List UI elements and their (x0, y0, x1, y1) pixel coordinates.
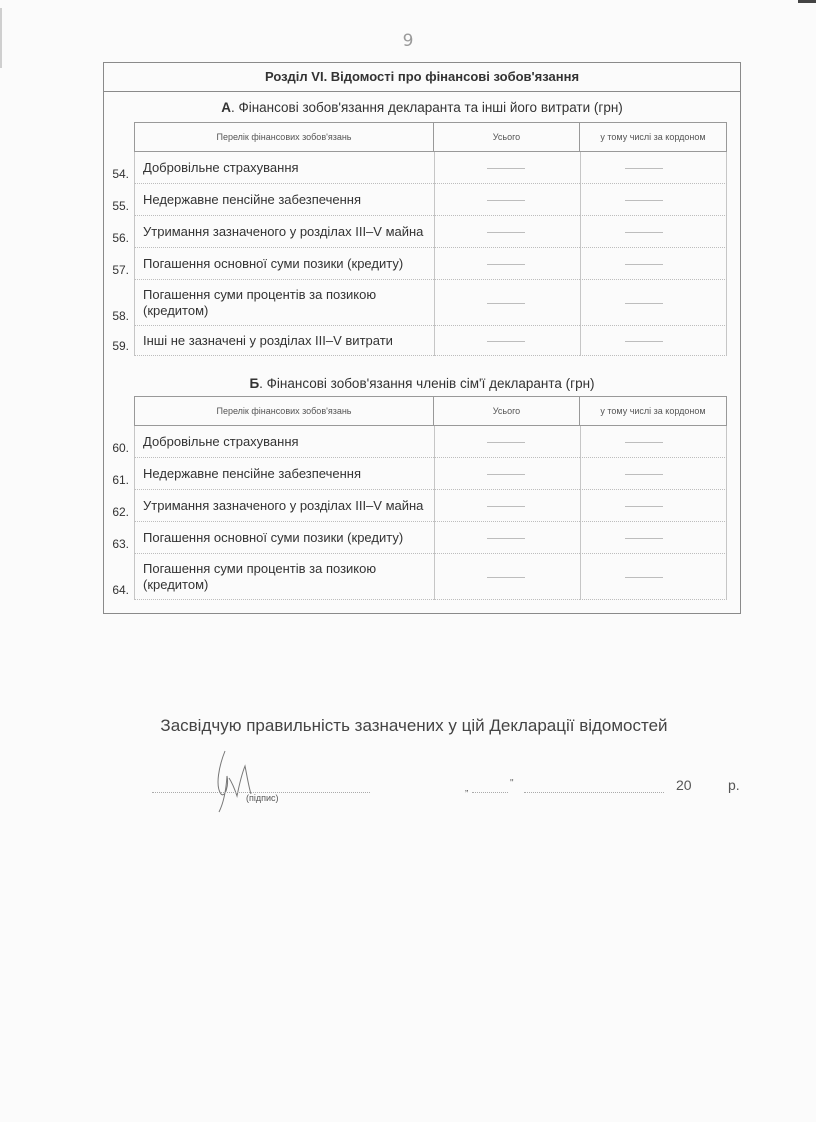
dash-mark (625, 506, 663, 507)
table-row (104, 458, 727, 490)
dash-mark (487, 538, 525, 539)
row-label: Погашення основної суми позики (кредиту) (134, 248, 434, 280)
dash-mark (625, 303, 663, 304)
row-number: 60. (112, 441, 129, 455)
dash-mark (487, 264, 525, 265)
abroad-cell (580, 554, 727, 600)
total-cell (434, 458, 580, 490)
part-b-letter: Б (249, 376, 260, 391)
total-cell (434, 554, 580, 600)
total-cell (434, 248, 580, 280)
abroad-cell (580, 216, 727, 248)
row-label: Інші не зазначені у розділах III–V витрати (134, 326, 434, 356)
total-cell (434, 152, 580, 184)
row-label: Погашення суми процентів за позикою (кредитом) (134, 280, 434, 326)
dash-mark (625, 200, 663, 201)
signature-scribble (205, 746, 265, 816)
table-row (104, 216, 727, 248)
column-header-abroad: у тому числі за кордоном (579, 397, 726, 425)
column-header-list: Перелік фінансових зобов'язань (216, 406, 352, 416)
total-cell (434, 490, 580, 522)
row-label: Добровільне страхування (134, 152, 434, 184)
row-label: Погашення суми процентів за позикою (кредитом) (134, 554, 434, 600)
table-row (104, 326, 727, 356)
abroad-cell (580, 248, 727, 280)
table-row (104, 522, 727, 554)
part-a-title (104, 100, 740, 115)
abroad-cell (580, 490, 727, 522)
part-b-title-text: . Фінансові зобов'язання членів сім'ї декларанта (грн) (259, 376, 595, 391)
row-number: 54. (112, 167, 129, 181)
dash-mark (487, 200, 525, 201)
column-header-list: Перелік фінансових зобов'язань (216, 132, 352, 142)
row-number: 62. (112, 505, 129, 519)
table-row (104, 248, 727, 280)
dash-mark (625, 168, 663, 169)
abroad-cell (580, 184, 727, 216)
dash-mark (487, 232, 525, 233)
abroad-cell (580, 280, 727, 326)
dash-mark (487, 303, 525, 304)
row-number: 56. (112, 231, 129, 245)
table-row (104, 152, 727, 184)
dash-mark (487, 506, 525, 507)
table-row (104, 184, 727, 216)
total-cell (434, 326, 580, 356)
table-row (104, 554, 727, 600)
table-row (104, 280, 727, 326)
dash-mark (487, 577, 525, 578)
total-cell (434, 216, 580, 248)
date-day-line (472, 792, 508, 793)
page-number: 9 (402, 31, 414, 51)
row-number: 63. (112, 537, 129, 551)
part-a-title-text: . Фінансові зобов'язання декларанта та інші його витрати (грн) (230, 100, 623, 115)
date-month-line (524, 792, 664, 793)
column-header-abroad: у тому числі за кордоном (579, 123, 726, 151)
row-number: 57. (112, 263, 129, 277)
row-number: 61. (112, 473, 129, 487)
column-header-total: Усього (433, 397, 579, 425)
abroad-cell (580, 458, 727, 490)
abroad-cell (580, 426, 727, 458)
total-cell (434, 426, 580, 458)
section-title: Розділ VI. Відомості про фінансові зобов'язання (104, 63, 740, 92)
signature-caption: (підпис) (246, 793, 279, 803)
row-label: Недержавне пенсійне забезпечення (134, 184, 434, 216)
part-b-header (134, 396, 727, 426)
row-number: 55. (112, 199, 129, 213)
abroad-cell (580, 152, 727, 184)
part-a-header (134, 122, 727, 152)
dash-mark (625, 577, 663, 578)
row-number: 64. (112, 583, 129, 597)
part-a-letter: А (221, 100, 231, 115)
date-year-suffix: р. (728, 777, 740, 793)
row-label: Недержавне пенсійне забезпечення (134, 458, 434, 490)
row-label: Добровільне страхування (134, 426, 434, 458)
dash-mark (625, 264, 663, 265)
abroad-cell (580, 326, 727, 356)
dash-mark (487, 341, 525, 342)
table-row (104, 490, 727, 522)
dash-mark (487, 442, 525, 443)
section-frame (103, 62, 741, 614)
part-b-title (104, 376, 740, 391)
row-label: Погашення основної суми позики (кредиту) (134, 522, 434, 554)
column-header-total: Усього (433, 123, 579, 151)
date-quote-close: " (510, 778, 514, 789)
row-label: Утримання зазначеного у розділах III–V майна (134, 490, 434, 522)
certification-text: Засвідчую правильність зазначених у цій Декларації відомостей (160, 716, 668, 735)
row-label: Утримання зазначеного у розділах III–V майна (134, 216, 434, 248)
total-cell (434, 522, 580, 554)
dash-mark (625, 232, 663, 233)
date-year-prefix: 20 (676, 777, 692, 793)
date-quote-open: „ (465, 783, 469, 794)
row-number: 58. (112, 309, 129, 323)
dash-mark (625, 474, 663, 475)
total-cell (434, 184, 580, 216)
scan-edge-mark (798, 0, 816, 3)
dash-mark (625, 442, 663, 443)
dash-mark (487, 474, 525, 475)
row-number: 59. (112, 339, 129, 353)
abroad-cell (580, 522, 727, 554)
dash-mark (625, 538, 663, 539)
table-row (104, 426, 727, 458)
dash-mark (487, 168, 525, 169)
dash-mark (625, 341, 663, 342)
total-cell (434, 280, 580, 326)
